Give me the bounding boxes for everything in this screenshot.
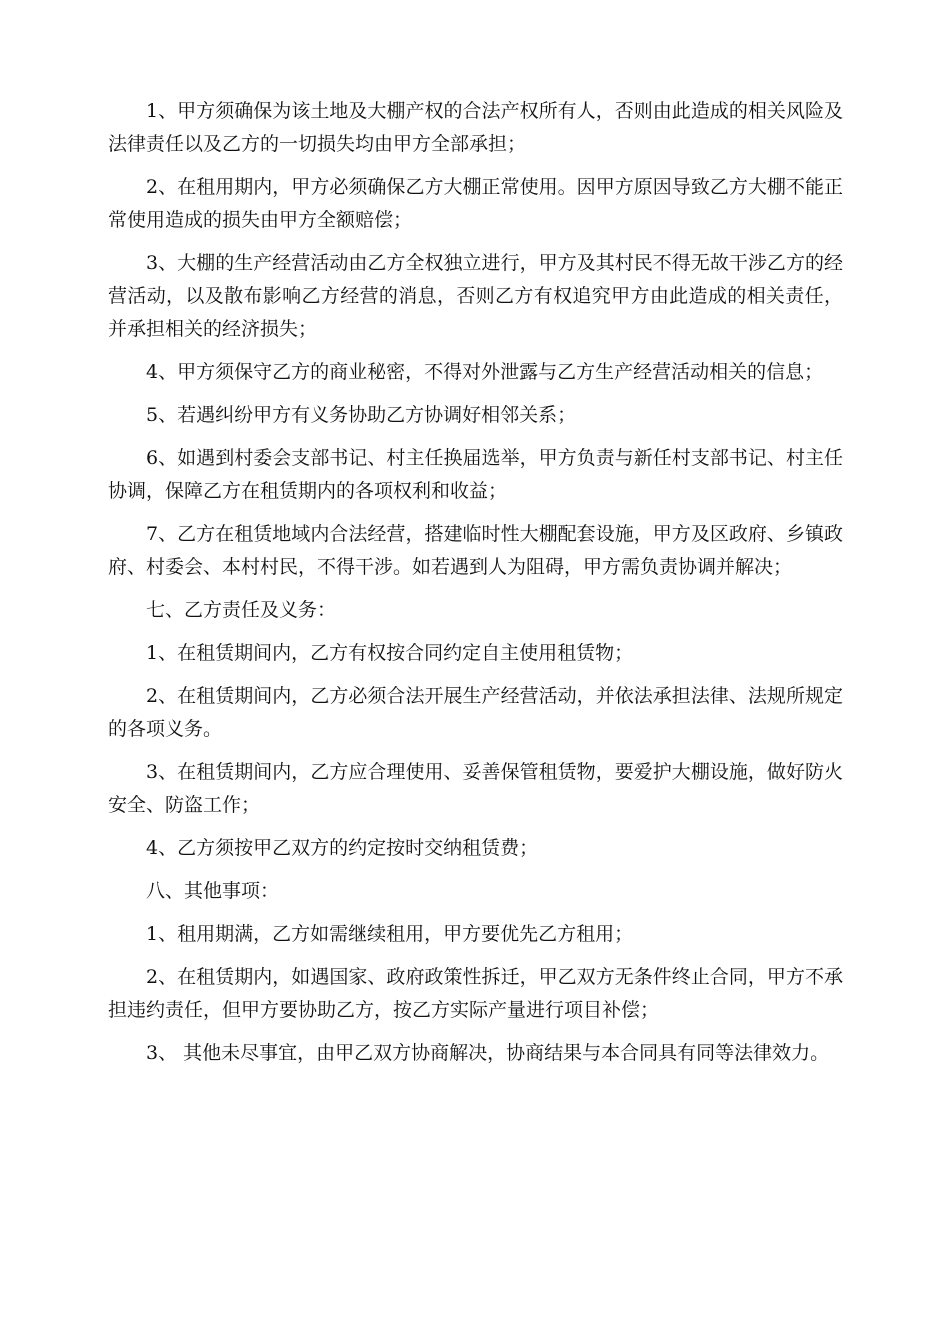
party-b-clause-3: 3、在租赁期间内，乙方应合理使用、妥善保管租赁物，要爱护大棚设施，做好防火安全、防盗工作； — [108, 761, 843, 816]
party-b-clause-1: 1、在租赁期间内，乙方有权按合同约定自主使用租赁物； — [146, 642, 634, 664]
section-heading-other-matters: 八、其他事项： — [146, 880, 280, 902]
other-clause-1: 1、租用期满，乙方如需继续租用，甲方要优先乙方租用； — [146, 923, 634, 945]
section-heading-party-b-duties: 七、乙方责任及义务： — [146, 599, 337, 621]
document-body — [108, 95, 843, 1080]
clause-6-elections: 6、如遇到村委会支部书记、村主任换届选举，甲方负责与新任村支部书记、村主任协调，保障乙方在租赁期内的各项权利和收益； — [108, 447, 843, 502]
clause-3-independent-operation: 3、大棚的生产经营活动由乙方全权独立进行，甲方及其村民不得无故干涉乙方的经营活动，以及散布影响乙方经营的消息，否则乙方有权追究甲方由此造成的相关责任，并承担相关的经济损失； — [108, 252, 843, 340]
party-b-clause-4: 4、乙方须按甲乙双方的约定按时交纳租赁费； — [146, 837, 539, 859]
clause-5-disputes: 5、若遇纠纷甲方有义务协助乙方协调好相邻关系； — [146, 404, 577, 426]
clause-2-normal-use: 2、在租用期内，甲方必须确保乙方大棚正常使用。因甲方原因导致乙方大棚不能正常使用造成的损失由甲方全额赔偿； — [108, 176, 843, 231]
clause-7-facilities: 7、乙方在租赁地域内合法经营，搭建临时性大棚配套设施，甲方及区政府、乡镇政府、村委会、本村村民，不得干涉。如若遇到人为阻碍，甲方需负责协调并解决； — [108, 523, 843, 578]
other-clause-2: 2、在租赁期内，如遇国家、政府政策性拆迁，甲乙双方无条件终止合同，甲方不承担违约责任，但甲方要协助乙方，按乙方实际产量进行项目补偿； — [108, 966, 843, 1021]
clause-4-trade-secrets: 4、甲方须保守乙方的商业秘密，不得对外泄露与乙方生产经营活动相关的信息； — [146, 361, 824, 383]
clause-1-ownership: 1、甲方须确保为该土地及大棚产权的合法产权所有人，否则由此造成的相关风险及法律责任以及乙方的一切损失均由甲方全部承担； — [108, 100, 843, 155]
party-b-clause-2: 2、在租赁期间内，乙方必须合法开展生产经营活动，并依法承担法律、法规所规定的各项义务。 — [108, 685, 843, 740]
other-clause-3: 3、 其他未尽事宜，由甲乙双方协商解决，协商结果与本合同具有同等法律效力。 — [146, 1042, 830, 1064]
